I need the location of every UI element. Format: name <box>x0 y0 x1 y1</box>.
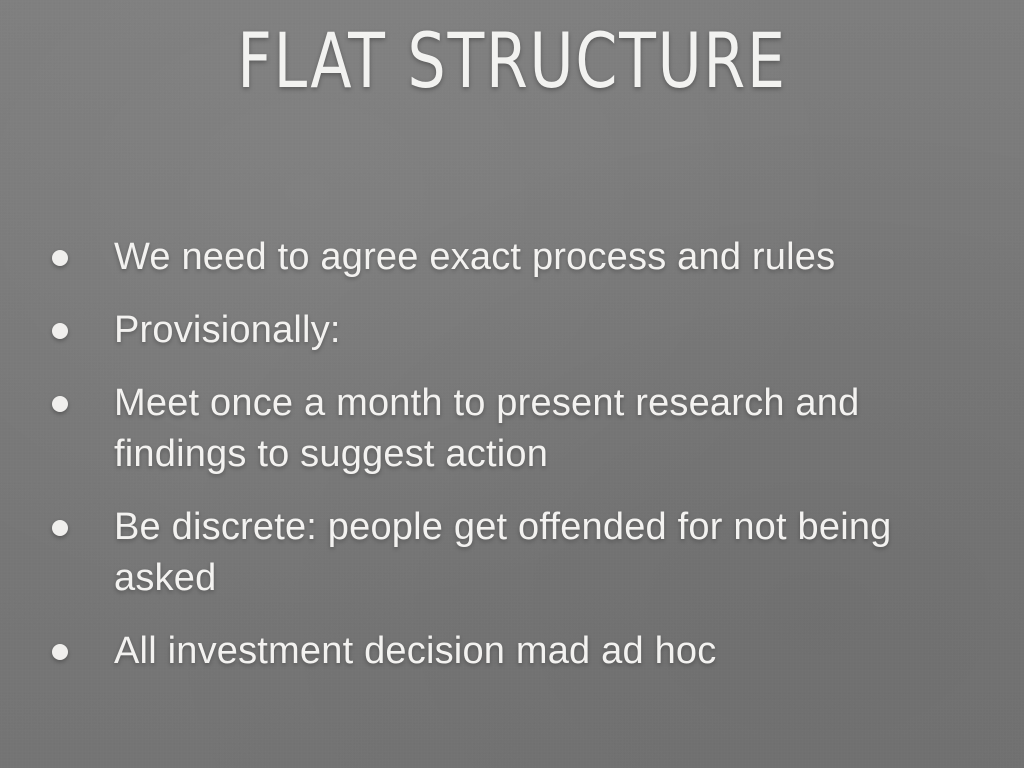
bullet-dot-icon <box>52 323 68 339</box>
bullet-text: Be discrete: people get offended for not being asked <box>114 506 892 599</box>
list-item <box>52 502 952 604</box>
list-item <box>52 626 952 677</box>
bullet-dot-icon <box>52 250 68 266</box>
bullet-text: Provisionally: <box>114 309 341 351</box>
list-item <box>52 305 952 356</box>
list-item <box>52 232 952 283</box>
bullet-dot-icon <box>52 396 68 412</box>
bullet-list <box>52 232 952 699</box>
bullet-text: All investment decision mad ad hoc <box>114 630 717 672</box>
bullet-dot-icon <box>52 644 68 660</box>
bullet-text: We need to agree exact process and rules <box>114 236 836 278</box>
list-item <box>52 378 952 480</box>
bullet-text: Meet once a month to present research and findings to suggest action <box>114 382 860 475</box>
bullet-dot-icon <box>52 520 68 536</box>
slide-title: FLAT STRUCTURE <box>237 16 787 105</box>
